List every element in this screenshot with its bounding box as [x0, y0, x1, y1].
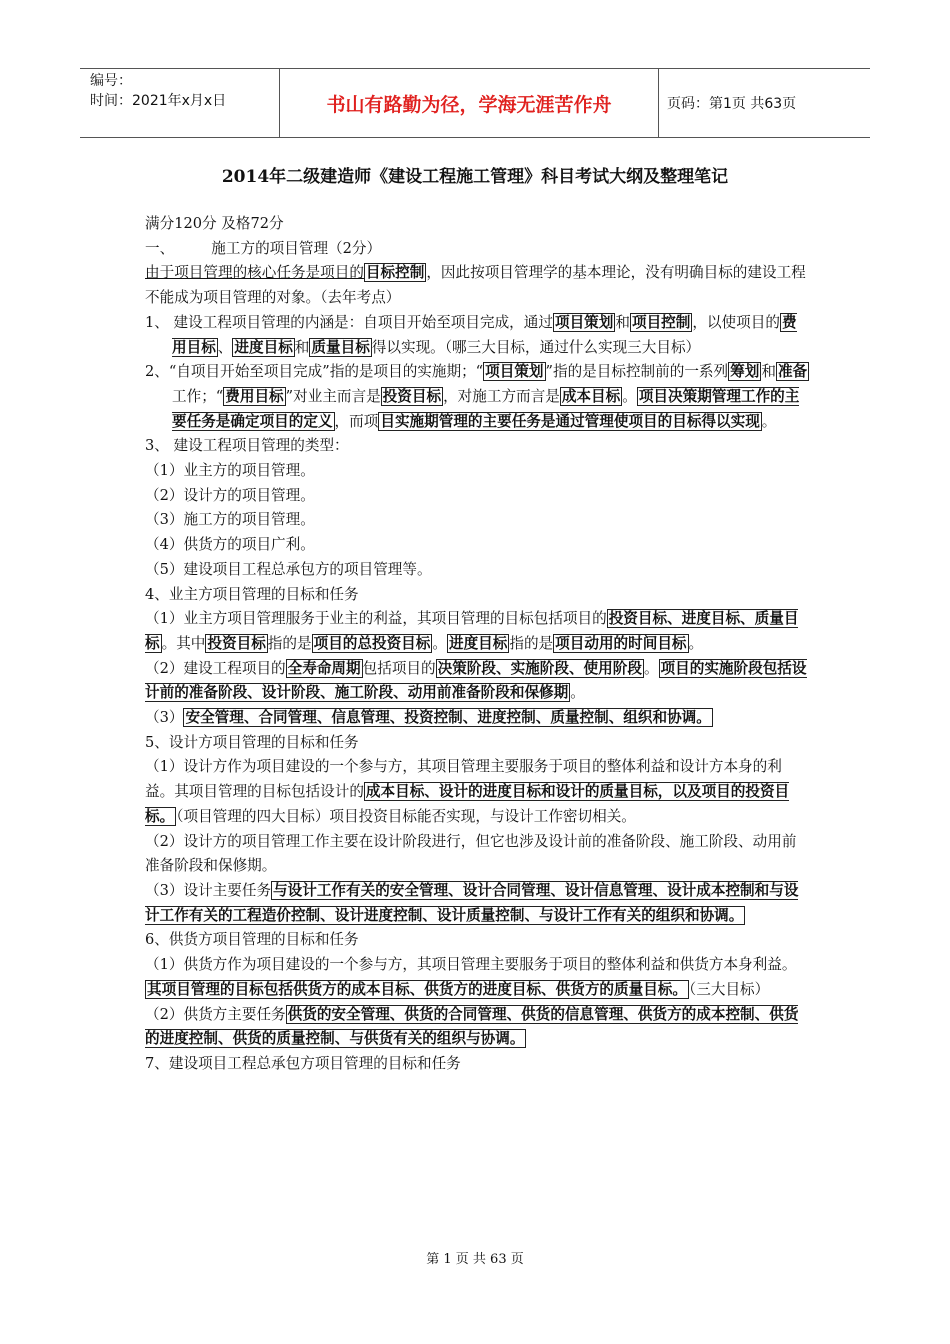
- score-line: 满分120分 及格72分: [145, 215, 284, 232]
- text: （1）业主方项目管理服务于业主的利益，其项目管理的目标包括项目的: [145, 610, 607, 628]
- page-header: [80, 68, 870, 138]
- intro-paragraph: [145, 261, 810, 310]
- text: 由于项目管理的核心任务是项目的: [145, 264, 364, 282]
- keyword-box: 目实施期管理的主要任务是通过管理使项目的目标得以实现: [380, 412, 760, 430]
- list-item: （5）建设项目工程总承包方的项目管理等。: [145, 560, 432, 578]
- item-5-p1: [145, 755, 810, 829]
- keyword-box: 安全管理、合同管理、信息管理、投资控制、进度控制、质量控制、组织和协调。: [185, 709, 711, 727]
- time-label: 时间：2021年x月x日: [90, 93, 227, 109]
- keyword-box: 决策阶段、实施阶段、使用阶段: [437, 659, 642, 677]
- text: （3）设计主要任务: [145, 881, 272, 899]
- item-5-p2: （2）设计方的项目管理工作主要在设计阶段进行，但它也涉及设计前的准备阶段、施工阶段、动用前准备阶段和保修期。: [145, 832, 797, 875]
- document-title: 2014年二级建造师《建设工程施工管理》科目考试大纲及整理笔记: [221, 167, 729, 187]
- text: （1）供货方作为项目建设的一个参与方，其项目管理主要服务于项目的整体利益和供货方本身利益。: [145, 956, 797, 974]
- list-item: （2）设计方的项目管理。: [145, 486, 315, 504]
- header-meta: [80, 69, 280, 137]
- item-6-p2: [145, 1003, 810, 1052]
- text: 。: [643, 659, 659, 677]
- item-4-p2: [145, 657, 810, 706]
- keyword-box: 进度目标: [448, 634, 508, 652]
- keyword-box: 项目动用的时间目标: [555, 634, 687, 652]
- keyword-box: 项目决策期管理工作的主要任务是确定项目的定义: [172, 387, 800, 430]
- item-1: [145, 311, 810, 360]
- text: （3）: [145, 709, 184, 727]
- item-4-p1: [145, 607, 810, 656]
- keyword-box: 其项目管理的目标包括供货方的成本目标、供货方的进度目标、供货方的质量目标。: [147, 980, 687, 998]
- text: 。: [622, 387, 637, 405]
- keyword-box: 投资目标、进度目标、质量目标: [145, 610, 799, 652]
- item-3-heading: 3、 建设工程项目管理的类型：: [145, 437, 349, 455]
- keyword-box: 成本目标、设计的进度目标和设计的质量目标，以及项目的投资目标。: [145, 783, 790, 825]
- keyword-box: 目标控制: [365, 264, 425, 282]
- text: 指的是: [509, 634, 554, 652]
- keyword-box: 项目策划: [485, 363, 544, 381]
- text: 指的是: [267, 634, 312, 652]
- text: 和: [761, 363, 776, 381]
- list-item: （3）施工方的项目管理。: [145, 511, 315, 529]
- text: ，以使项目的: [692, 313, 780, 331]
- list-item: （1）业主方的项目管理。: [145, 462, 315, 480]
- text: 2、“自项目开始至项目完成”指的是项目的实施期；“: [145, 363, 484, 381]
- keyword-box: 费用目标: [225, 387, 284, 405]
- text: 工作；“: [172, 387, 224, 405]
- item-4-p3: [145, 706, 810, 731]
- text: 和: [615, 313, 630, 331]
- keyword-box: 供货的安全管理、供货的合同管理、供货的信息管理、供货方的成本控制、供货的进度控制、供货的质量控制、与供货有关的组织与协调。: [145, 1005, 799, 1048]
- keyword-box: 费用目标: [172, 313, 797, 356]
- keyword-box: 项目控制: [631, 313, 691, 331]
- text: ，对施工方而言是: [443, 387, 560, 405]
- text: ”对业主而言是: [285, 387, 381, 405]
- keyword-box: 项目策划: [554, 313, 614, 331]
- text: 。: [761, 412, 777, 430]
- item-7-heading: 7、建设项目工程总承包方项目管理的目标和任务: [145, 1054, 461, 1072]
- keyword-box: 与设计工作有关的安全管理、设计合同管理、设计信息管理、设计成本控制和与设计工作有关的工程造价控制、设计进度控制、设计质量控制、与设计工作有关的组织和协调。: [145, 881, 799, 924]
- code-label: 编号：: [90, 73, 132, 89]
- text: （三大目标）: [688, 980, 770, 998]
- text: ”指的是目标控制前的一系列: [545, 363, 729, 381]
- keyword-box: 成本目标: [561, 387, 621, 405]
- keyword-box: 投资目标: [382, 387, 442, 405]
- item-6-p1: [145, 953, 810, 1002]
- text: 。: [570, 684, 585, 702]
- text: 和: [294, 338, 310, 356]
- text: 。: [432, 634, 447, 652]
- keyword-box: 进度目标: [234, 338, 293, 356]
- header-slogan: 书山有路勤为径，学海无涯苦作舟: [280, 69, 659, 137]
- list-item: （4）供货方的项目广利。: [145, 536, 315, 554]
- keyword-box: 项目的总投资目标: [313, 634, 431, 652]
- item-2: [145, 360, 810, 434]
- text: 、: [217, 338, 233, 356]
- keyword-box: 项目的实施阶段包括设计前的准备阶段、设计阶段、施工阶段、动用前准备阶段和保修期: [145, 659, 807, 702]
- text: ，而项: [334, 412, 379, 430]
- text: 。: [688, 634, 704, 652]
- header-page-info: 页码：第1页 共63页: [667, 96, 797, 112]
- item-4-heading: 4、业主方项目管理的目标和任务: [145, 585, 359, 603]
- text: 。其中: [161, 634, 206, 652]
- keyword-box: 全寿命周期: [287, 659, 361, 677]
- text: ，因此按项目管理学的基本理论，没有明确目标的建设工程不能成为项目管理的对象。（去年考点）: [145, 264, 806, 307]
- document-body: [145, 212, 810, 1077]
- section-heading: 一、 施工方的项目管理（2分）: [145, 239, 382, 257]
- text: （2）建设工程项目的: [145, 659, 286, 677]
- text: （项目管理的四大目标）项目投资目标能否实现，与设计工作密切相关。: [176, 807, 636, 825]
- text: 1、 建设工程项目管理的内涵是：自项目开始至项目完成，通过: [145, 313, 553, 331]
- text: （1）设计方作为项目建设的一个参与方，其项目管理主要服务于项目的整体利益和设计方本身的利益。其项目管理的目标包括设计的: [145, 758, 782, 801]
- text: （2）供货方主要任务: [145, 1005, 286, 1023]
- keyword-box: 投资目标: [207, 634, 266, 652]
- keyword-box: 质量目标: [311, 338, 370, 356]
- page-footer: 第 1 页 共 63 页: [426, 1252, 524, 1267]
- item-5-heading: 5、设计方项目管理的目标和任务: [145, 733, 359, 751]
- keyword-box: 筹划: [730, 363, 760, 381]
- text: 包括项目的: [362, 659, 436, 677]
- text: 得以实现。（哪三大目标，通过什么实现三大目标）: [371, 338, 701, 356]
- item-5-p3: [145, 879, 810, 928]
- keyword-box: 准备: [777, 363, 808, 381]
- item-6-heading: 6、供货方项目管理的目标和任务: [145, 931, 359, 949]
